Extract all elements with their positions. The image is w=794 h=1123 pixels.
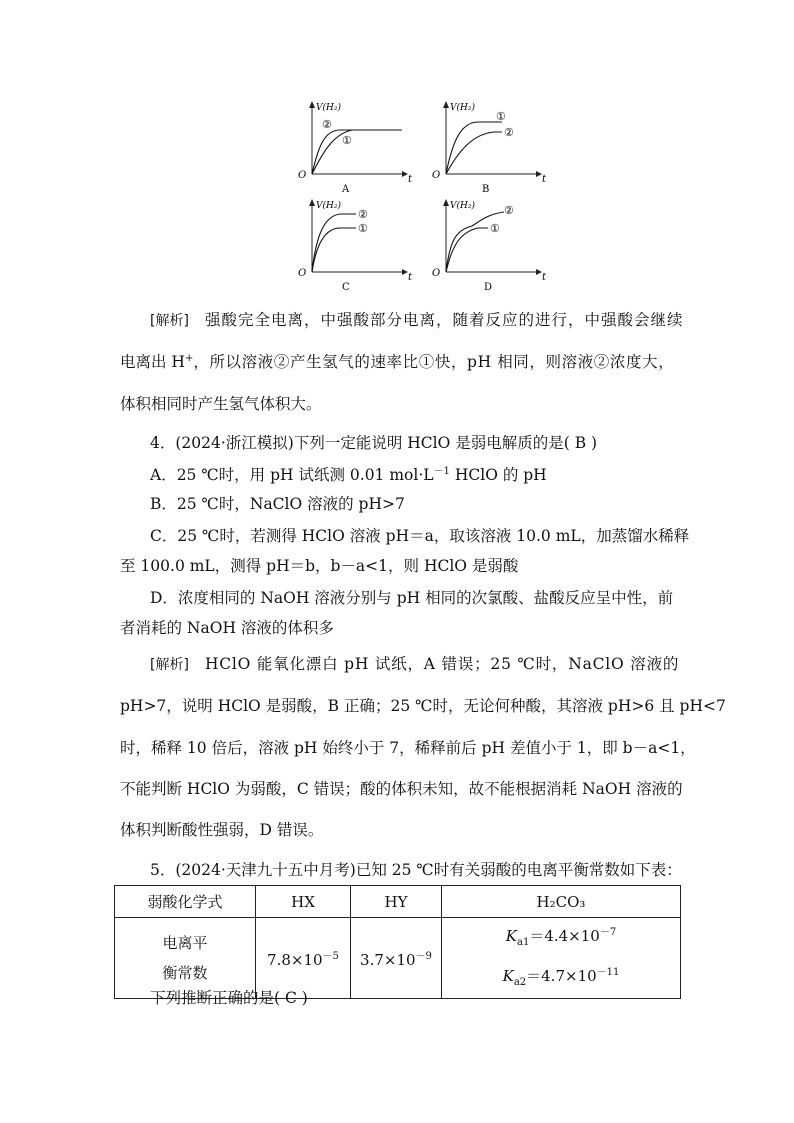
hx-exponent: －5	[322, 951, 339, 962]
q4-option-a	[150, 462, 547, 485]
q4-option-c1: C．25 ℃时，若测得 HClO 溶液 pH＝a，取该溶液 10.0 mL，加蒸馏水稀释	[150, 527, 690, 545]
analysis2-line5: 体积判断酸性强弱，D 错误。	[120, 821, 324, 839]
ka2-exponent: －11	[596, 967, 620, 978]
ka2-value: ＝4.7×10	[526, 967, 597, 985]
analysis1-line1	[150, 308, 683, 330]
graph-b-ylabel: V(H₂)	[450, 103, 475, 113]
graph-a-label: A	[342, 184, 350, 195]
row-label-line2: 衡常数	[162, 964, 208, 982]
analysis1-text1: 强酸完全电离，中强酸部分电离，随着反应的进行，中强酸会继续	[204, 311, 684, 329]
graph-b-label: B	[482, 184, 490, 195]
graph-a	[298, 98, 418, 196]
graph-a-origin: O	[298, 170, 307, 181]
q4-option-a-text2: HClO 的 pH	[449, 466, 547, 485]
analysis2-line3: 时，稀释 10 倍后，溶液 pH 始终小于 7，稀释前后 pH 差值小于 1，即 b－a<1，	[120, 739, 696, 757]
acid-constant-table	[114, 885, 681, 999]
ka1-line	[442, 918, 680, 958]
header-hx: HX	[256, 886, 351, 918]
ka2-line	[442, 958, 680, 998]
hy-constant	[351, 918, 442, 999]
analysis1-text2a: 电离出 H	[120, 353, 185, 371]
graph-b-curve1-label: ①	[496, 110, 506, 123]
hy-value: 3.7×10	[360, 951, 416, 969]
graph-b	[432, 98, 552, 196]
graph-c-label: C	[342, 282, 350, 293]
q4-option-a-sup: －1	[433, 466, 450, 477]
analysis1-tag: [解析]	[150, 313, 189, 329]
graph-a-curve2-label: ②	[322, 118, 332, 131]
header-h2co3: H₂CO₃	[442, 886, 681, 918]
graph-d-label: D	[484, 282, 493, 293]
analysis2-line1	[150, 652, 679, 674]
analysis2-line4: 不能判断 HClO 为弱酸，C 错误；酸的体积未知，故不能根据消耗 NaOH 溶液的	[120, 780, 683, 798]
header-formula: 弱酸化学式	[115, 886, 256, 918]
analysis1-text2b: ，所以溶液②产生氢气的速率比①快，pH 相同，则溶液②浓度大，	[193, 353, 675, 371]
graph-c-origin: O	[298, 268, 307, 279]
analysis1-text3: 体积相同时产生氢气体积大。	[120, 395, 322, 413]
analysis2-text1: HClO 能氧化漂白 pH 试纸，A 错误；25 ℃时，NaClO 溶液的	[204, 655, 680, 673]
hx-value: 7.8×10	[267, 951, 323, 969]
header-hy: HY	[351, 886, 442, 918]
ka2-subscript: a2	[513, 977, 527, 988]
graph-d-xaxis: t	[542, 272, 547, 283]
q4-option-d1: D．浓度相同的 NaOH 溶液分别与 pH 相同的次氯酸、盐酸反应呈中性，前	[150, 589, 674, 607]
q4-option-d2: 者消耗的 NaOH 溶液的体积多	[120, 619, 334, 637]
analysis2-line2: pH>7，说明 HClO 是弱酸，B 正确；25 ℃时，无论何种酸，其溶液 pH>6 且 pH<7	[120, 697, 726, 715]
graph-b-origin: O	[432, 170, 441, 181]
graph-c	[298, 196, 418, 294]
graph-d	[432, 196, 552, 294]
q4-option-a-text: A．25 ℃时，用 pH 试纸测 0.01 mol·L	[150, 466, 434, 485]
analysis1-line3	[120, 392, 322, 414]
graph-d-curve1-label: ①	[490, 222, 500, 235]
ka1-symbol: K	[505, 927, 517, 945]
q4-option-b: B．25 ℃时，NaClO 溶液的 pH>7	[150, 495, 405, 513]
graph-c-xaxis: t	[408, 272, 413, 283]
graph-a-curve1-label: ①	[342, 134, 352, 147]
graph-d-svg	[432, 196, 552, 294]
graph-d-curve2-label: ②	[504, 204, 514, 217]
q5-after-table: 下列推断正确的是( C )	[150, 989, 308, 1007]
graph-a-svg	[298, 98, 418, 196]
ka1-subscript: a1	[517, 937, 530, 948]
graph-d-origin: O	[432, 268, 441, 279]
graph-c-ylabel: V(H₂)	[316, 201, 341, 211]
ka2-symbol: K	[502, 967, 514, 985]
graph-c-curve2-label: ②	[358, 208, 368, 221]
row-label-line1: 电离平	[162, 934, 208, 952]
graph-c-svg	[298, 196, 418, 294]
graph-a-ylabel: V(H₂)	[316, 103, 341, 113]
graph-b-svg	[432, 98, 552, 196]
graph-d-ylabel: V(H₂)	[450, 201, 475, 211]
graph-a-xaxis: t	[408, 174, 413, 185]
h2co3-constants	[442, 918, 681, 999]
table-header-row	[115, 886, 681, 918]
ka1-value: ＝4.4×10	[529, 927, 600, 945]
graph-c-curve1-label: ①	[358, 222, 368, 235]
hy-exponent: －9	[415, 951, 432, 962]
analysis1-sup: +	[184, 352, 194, 364]
analysis2-tag: [解析]	[150, 657, 189, 673]
graph-b-curve2-label: ②	[504, 126, 514, 139]
ka1-exponent: －7	[599, 927, 617, 938]
graph-b-xaxis: t	[542, 174, 547, 185]
analysis1-line2	[120, 350, 674, 372]
q5-stem: 5．(2024·天津九十五中月考)已知 25 ℃时有关弱酸的电离平衡常数如下表：	[150, 861, 682, 879]
q4-stem: 4．(2024·浙江模拟)下列一定能说明 HClO 是弱电解质的是( B )	[150, 434, 598, 452]
q4-option-c2: 至 100.0 mL，测得 pH＝b，b－a<1，则 HClO 是弱酸	[120, 557, 519, 575]
